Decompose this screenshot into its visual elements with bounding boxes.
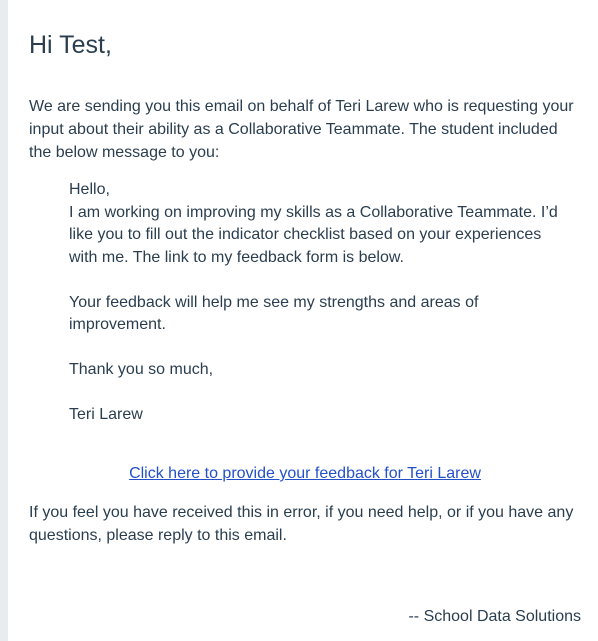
greeting: Hi Test,: [29, 31, 112, 59]
help-paragraph: If you feel you have received this in error, if you need help, or if you have any questions, please reply to this email.: [29, 504, 574, 544]
message-body-2: Your feedback will help me see my strengths and areas of improvement.: [69, 293, 479, 333]
message-body-1: [69, 179, 569, 269]
signoff: -- School Data Solutions: [408, 608, 581, 625]
message-signature: Teri Larew: [69, 406, 143, 423]
feedback-link-container: [29, 463, 581, 485]
message-text-1: I am working on improving my skills as a Collaborative Teammate. I’d like you to fill out the indicator checklist based on your experiences with me. The link to my feedback form is below.: [69, 203, 558, 266]
intro-paragraph: We are sending you this email on behalf of Teri Larew who is requesting your input about their ability as a Collaborative Teammate. The student included the below message to you:: [29, 98, 574, 161]
student-message: [69, 179, 569, 427]
message-salutation: Hello,: [69, 181, 110, 198]
message-closing: Thank you so much,: [69, 361, 214, 378]
left-border: [0, 0, 8, 641]
feedback-link[interactable]: Click here to provide your feedback for Teri Larew: [129, 465, 481, 482]
